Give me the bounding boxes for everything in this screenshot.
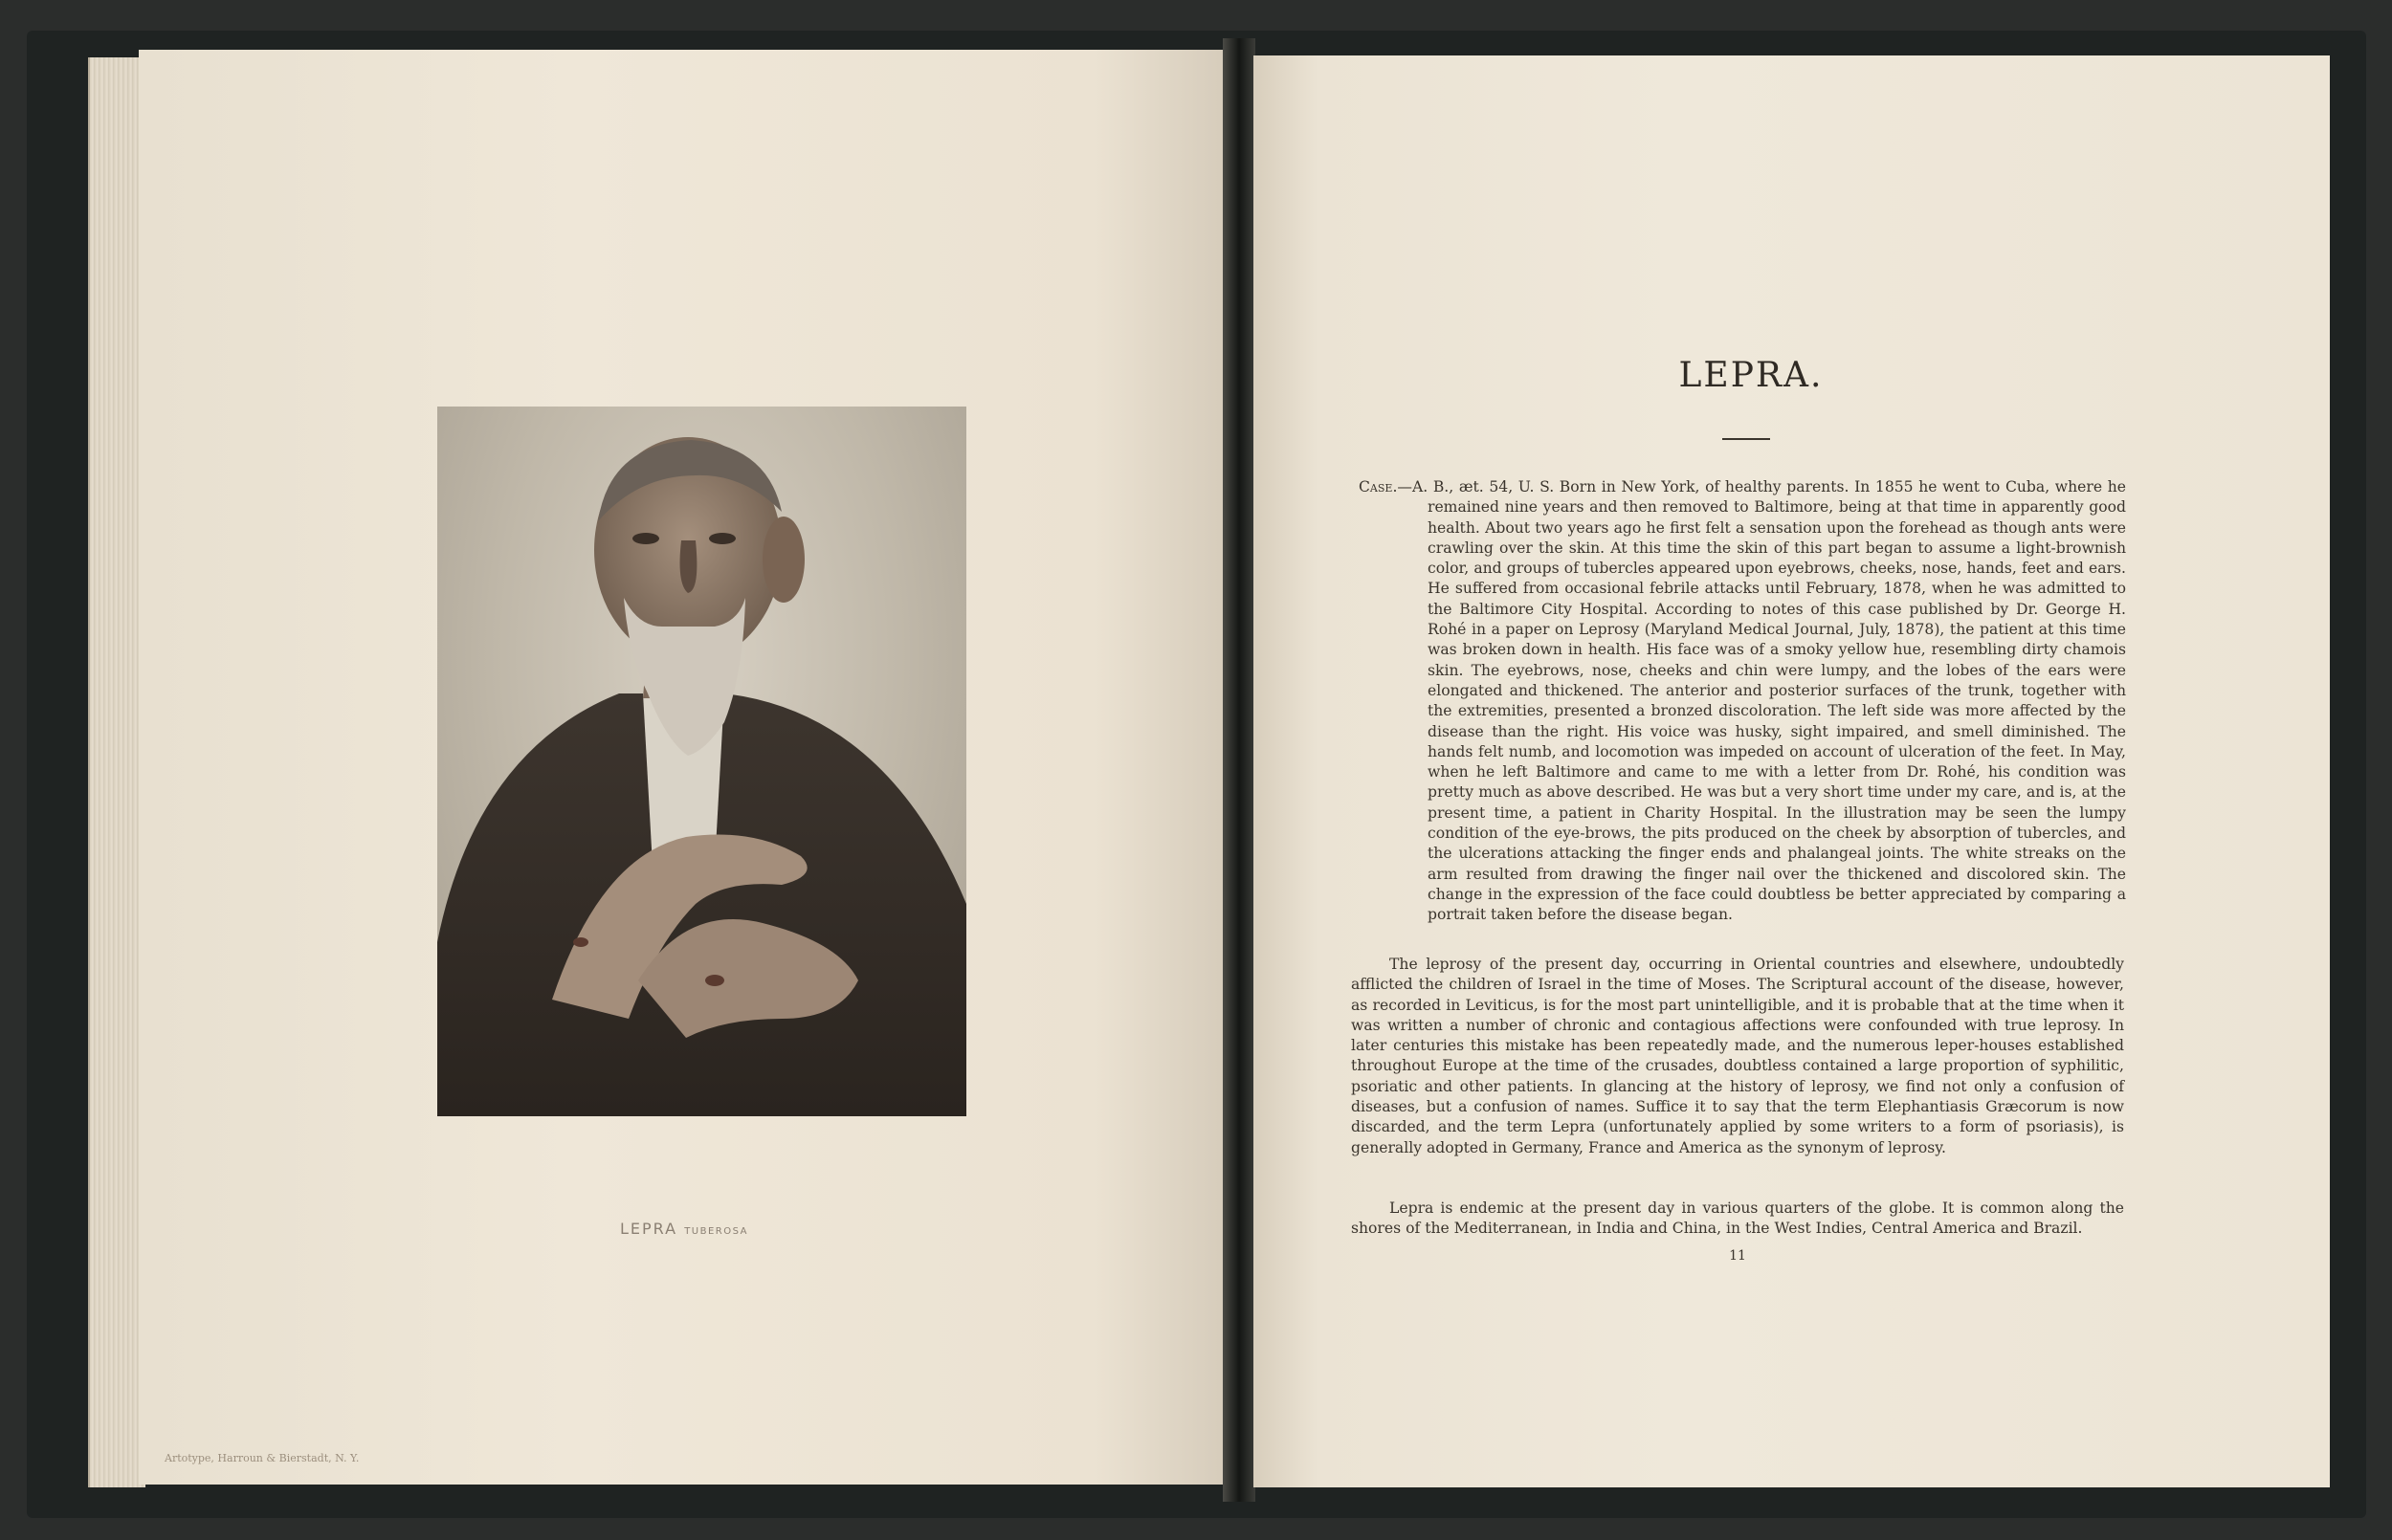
- artotype-imprint: Artotype, Harroun & Bierstadt, N. Y.: [165, 1452, 360, 1464]
- paragraph-1-text: The leprosy of the present day, occurring in Oriental countries and elsewhere, undoubtedly afflicted the children of Israel in the time of Moses. The Scriptural account of the disease, however, as recorded in Leviticus, is for the most part unintelligible, and it is probable that at the time when it was written a number of chronic and contagious affections were confounded with true leprosy. In later centuries this mistake has been repeatedly made, and the numerous leper-houses established throughout Europe at the time of the crusades, doubtless contained a large proportion of syphilitic, psoriatic and other patients. In glancing at the history of leprosy, we find not only a confusion of diseases, but a confusion of names. Suffice it to say that the term Elephantiasis Græcorum is now discarded, and the term Lepra (unfortunately applied by some writers to a form of psoriasis), is generally adopted in Germany, France and America as the synonym of leprosy.: [1351, 956, 2124, 1156]
- chapter-title: LEPRA.: [1678, 356, 1824, 395]
- page-number: 11: [1729, 1248, 1746, 1264]
- page-edges: [88, 57, 145, 1487]
- plate-caption: [620, 1220, 831, 1238]
- paragraph-2-text: Lepra is endemic at the present day in various quarters of the globe. It is common along the shores of the Mediterranean, in India and China, in the West Indies, Central America and Brazil.: [1351, 1199, 2124, 1238]
- title-rule: [1722, 438, 1770, 440]
- book-gutter: [1223, 38, 1255, 1502]
- portrait-figure: [437, 407, 966, 1116]
- case-text: —A. B., æt. 54, U. S. Born in New York, of healthy parents. In 1855 he went to Cuba, where he remained nine years and then removed to Baltimore, being at that time in apparently good health. About two years ago he first felt a sensation upon the forehead as though ants were crawling over the skin. At this time the skin of this part began to assume a light-brownish color, and groups of tubercles appeared upon eyebrows, cheeks, nose, hands, feet and ears. He suffered from occasional febrile attacks until February, 1878, when he was admitted to the Baltimore City Hospital. According to notes of this case published by Dr. George H. Rohé in a paper on Leprosy (Maryland Medical Journal, July, 1878), the patient at this time was broken down in health. His face was of a smoky yellow hue, resembling dirty chamois skin. The eyebrows, nose, cheeks and chin were lumpy, and the lobes of the ears were elongated and thickened. The anterior and posterior surfaces of the trunk, together with the extremities, presented a bronzed discoloration. The left side was more affected by the disease than the right. His voice was husky, sight impaired, and smell diminished. The hands felt numb, and locomotion was impeded on account of ulceration of the feet. In May, when he left Baltimore and came to me with a letter from Dr. Rohé, his condition was pretty much as above described. He was but a very short time under my care, and is, at the present time, a patient in Charity Hospital. In the illustration may be seen the lumpy condition of the eye-brows, the pits produced on the cheek by absorption of tubercles, and the ulcerations attacking the finger ends and phalangeal joints. The white streaks on the arm resulted from drawing the finger nail over the thickened and discolored skin. The change in the expression of the face could doubtless be better appreciated by comparing a portrait taken before the disease began.: [1397, 478, 2126, 924]
- body-paragraph-1: [1351, 955, 2124, 1158]
- case-report: [1359, 477, 2126, 926]
- case-label: Case.: [1359, 478, 1398, 495]
- plate-caption-main: LEPRA: [620, 1220, 678, 1238]
- body-paragraph-2: [1351, 1199, 2124, 1240]
- plate-caption-sub: TUBEROSA: [684, 1226, 748, 1237]
- portrait-photograph: [437, 407, 966, 1116]
